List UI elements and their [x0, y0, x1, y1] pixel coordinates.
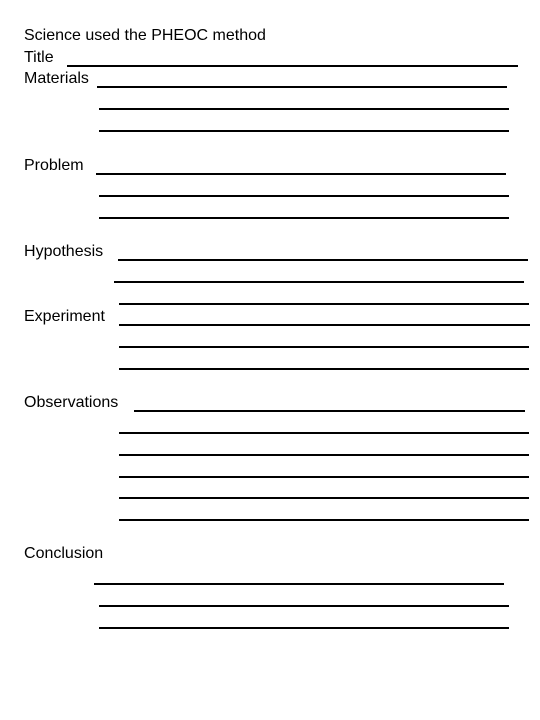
observations-rest: bservations [36, 394, 119, 411]
observations-label [24, 394, 118, 412]
conclusion-answer-line[interactable] [99, 605, 509, 607]
worksheet-heading: Science used the PHEOC method [24, 27, 266, 44]
experiment-answer-line[interactable] [119, 368, 529, 370]
experiment-answer-line[interactable] [119, 346, 529, 348]
observations-answer-line[interactable] [119, 454, 529, 456]
materials-answer-line[interactable] [97, 86, 507, 88]
problem-answer-line[interactable] [99, 217, 509, 219]
materials-answer-line[interactable] [99, 108, 509, 110]
hypothesis-answer-line[interactable] [118, 259, 528, 261]
conclusion-rest: onclusion [35, 545, 104, 562]
problem-answer-line[interactable] [96, 173, 506, 175]
hypothesis-initial: H [24, 243, 36, 260]
title-label: Title [24, 49, 54, 66]
conclusion-initial: C [24, 545, 36, 562]
hypothesis-label [24, 243, 103, 261]
materials-answer-line[interactable] [99, 130, 509, 132]
observations-answer-line[interactable] [119, 497, 529, 499]
observations-answer-line[interactable] [134, 410, 525, 412]
observations-initial: O [24, 394, 37, 411]
experiment-rest: xperiment [34, 308, 105, 325]
hypothesis-rest: ypothesis [35, 243, 104, 260]
problem-rest: roblem [34, 157, 84, 174]
materials-label: Materials [24, 70, 89, 87]
conclusion-answer-line[interactable] [94, 583, 504, 585]
problem-initial: P [24, 157, 35, 174]
experiment-answer-line[interactable] [119, 324, 530, 326]
problem-answer-line[interactable] [99, 195, 509, 197]
problem-label [24, 157, 84, 175]
conclusion-label [24, 545, 103, 563]
conclusion-answer-line[interactable] [99, 627, 509, 629]
title-answer-line[interactable] [67, 65, 518, 67]
hypothesis-answer-line[interactable] [119, 303, 529, 305]
hypothesis-answer-line[interactable] [114, 281, 524, 283]
observations-answer-line[interactable] [119, 519, 529, 521]
observations-answer-line[interactable] [119, 432, 529, 434]
experiment-label [24, 308, 105, 326]
observations-answer-line[interactable] [119, 476, 529, 478]
experiment-initial: E [24, 308, 35, 325]
